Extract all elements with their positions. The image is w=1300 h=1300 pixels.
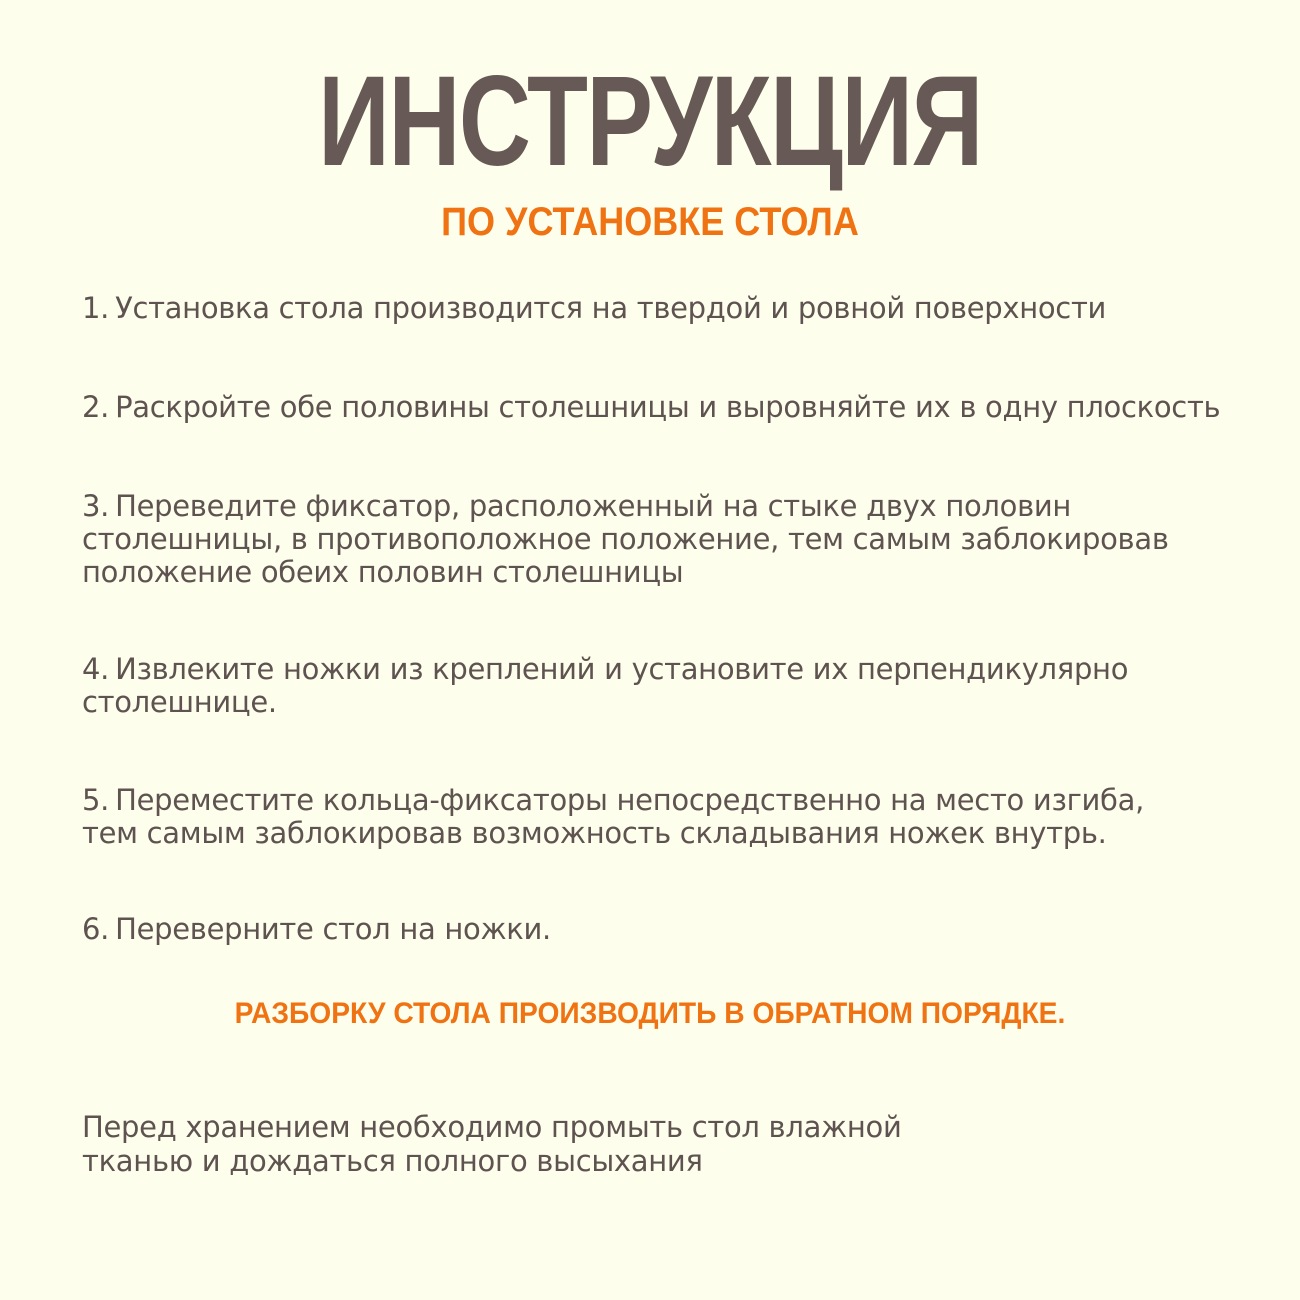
step-number: 5. [82, 783, 110, 817]
step-2 [82, 391, 1262, 424]
step-text: Переверните стол на ножки. [115, 912, 551, 946]
step-3 [82, 490, 1182, 589]
step-text: Извлеките ножки из креплений и установите их перпендикулярно столешнице. [82, 652, 1129, 719]
page-title: ИНСТРУКЦИЯ [318, 50, 982, 193]
step-number: 3. [82, 489, 110, 523]
step-5 [82, 784, 1182, 850]
step-1 [82, 292, 1262, 325]
storage-note: Перед хранением необходимо промыть стол влажной тканью и дождаться полного высыхания [82, 1110, 902, 1178]
step-number: 4. [82, 652, 110, 686]
page-subtitle: ПО УСТАНОВКЕ СТОЛА [441, 200, 859, 244]
step-text: Переведите фиксатор, расположенный на стыке двух половин столешницы, в противоположное положение, тем самым заблокировав положение обеих половин столешницы [82, 489, 1169, 589]
disassembly-notice: РАЗБОРКУ СТОЛА ПРОИЗВОДИТЬ В ОБРАТНОМ ПОРЯДКЕ. [234, 997, 1066, 1030]
step-number: 6. [82, 912, 110, 946]
step-number: 1. [82, 291, 110, 325]
step-4 [82, 653, 1142, 719]
step-text: Установка стола производится на твердой и ровной поверхности [115, 291, 1107, 325]
step-6 [82, 913, 1262, 946]
step-text: Переместите кольца-фиксаторы непосредственно на место изгиба, тем самым заблокировав возможность складывания ножек внутрь. [82, 783, 1145, 850]
step-number: 2. [82, 390, 110, 424]
step-text: Раскройте обе половины столешницы и выровняйте их в одну плоскость [115, 390, 1221, 424]
